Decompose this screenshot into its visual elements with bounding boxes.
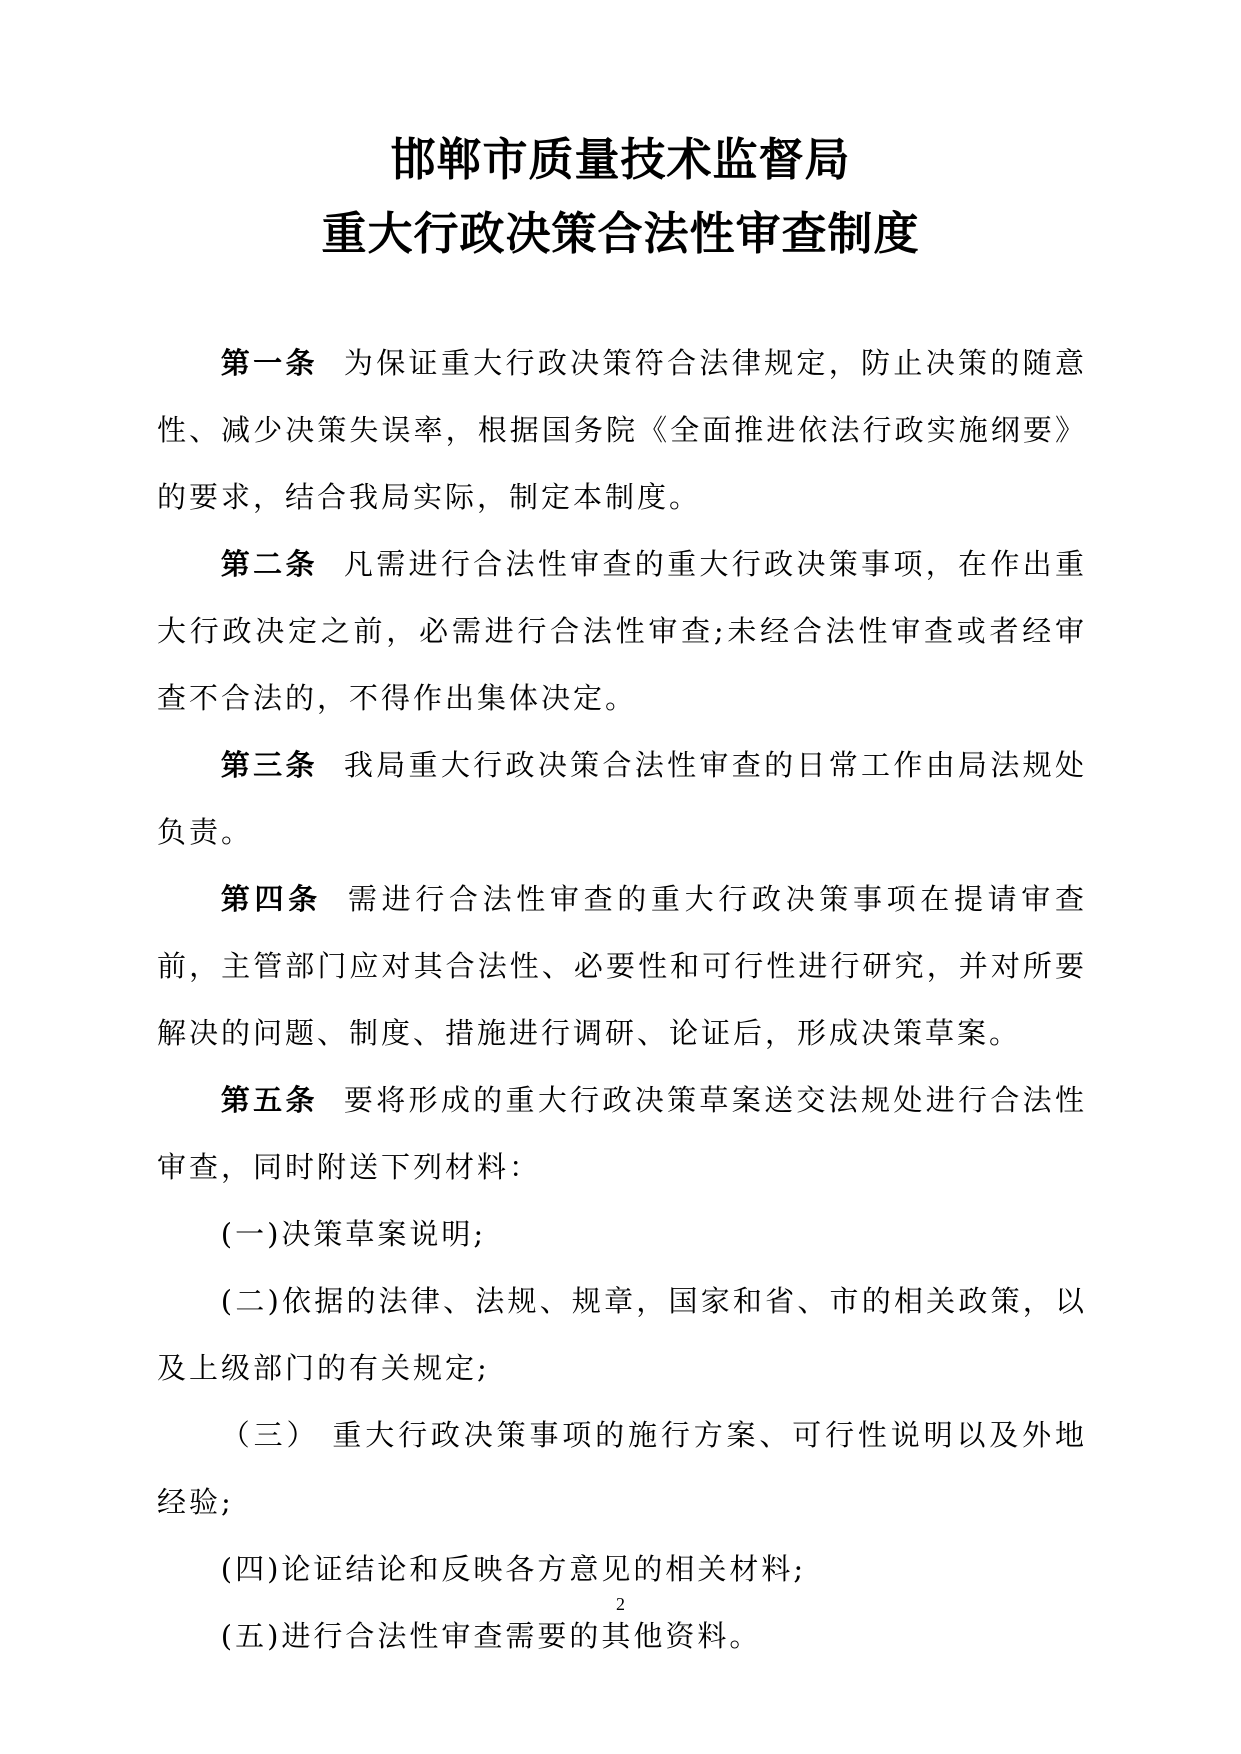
document-body bbox=[157, 330, 1087, 1670]
article-5 bbox=[157, 1067, 1087, 1201]
document-title-line-1: 邯郸市质量技术监督局 bbox=[390, 133, 851, 186]
article-label: 第四条 bbox=[220, 882, 322, 916]
article-text: 凡需进行合法性审查的重大行政决策事项，在作出重大行政决定之前，必需进行合法性审查;未经合法性审查或者经审查不合法的，不得作出集体决定。 bbox=[157, 547, 1087, 715]
article-label: 第一条 bbox=[220, 346, 318, 380]
material-item-2: (二)依据的法律、法规、规章，国家和省、市的相关政策，以及上级部门的有关规定; bbox=[157, 1284, 1087, 1385]
article-text: 我局重大行政决策合法性审查的日常工作由局法规处负责。 bbox=[157, 748, 1087, 849]
page-number: 2 bbox=[616, 1594, 625, 1614]
article-label: 第二条 bbox=[220, 547, 318, 581]
article-text: 要将形成的重大行政决策草案送交法规处进行合法性审查，同时附送下列材料： bbox=[157, 1083, 1087, 1184]
article-1 bbox=[157, 330, 1087, 531]
article-text: 需进行合法性审查的重大行政决策事项在提请审查前，主管部门应对其合法性、必要性和可行性进行研究，并对所要解决的问题、制度、措施进行调研、论证后，形成决策草案。 bbox=[157, 882, 1087, 1050]
article-2 bbox=[157, 531, 1087, 732]
material-item-4: (四)论证结论和反映各方意见的相关材料; bbox=[220, 1552, 807, 1586]
article-label: 第五条 bbox=[220, 1083, 318, 1117]
material-item-5: (五)进行合法性审查需要的其他资料。 bbox=[220, 1619, 762, 1653]
material-item-3: （三） 重大行政决策事项的施行方案、可行性说明以及外地经验; bbox=[157, 1418, 1087, 1519]
article-label: 第三条 bbox=[220, 748, 318, 782]
document-title-line-2: 重大行政决策合法性审查制度 bbox=[321, 207, 920, 260]
article-4 bbox=[157, 866, 1087, 1067]
article-3 bbox=[157, 732, 1087, 866]
material-item-1: (一)决策草案说明; bbox=[220, 1217, 487, 1251]
article-text: 为保证重大行政决策符合法律规定，防止决策的随意性、减少决策失误率，根据国务院《全面推进依法行政实施纲要》的要求，结合我局实际，制定本制度。 bbox=[157, 346, 1087, 514]
